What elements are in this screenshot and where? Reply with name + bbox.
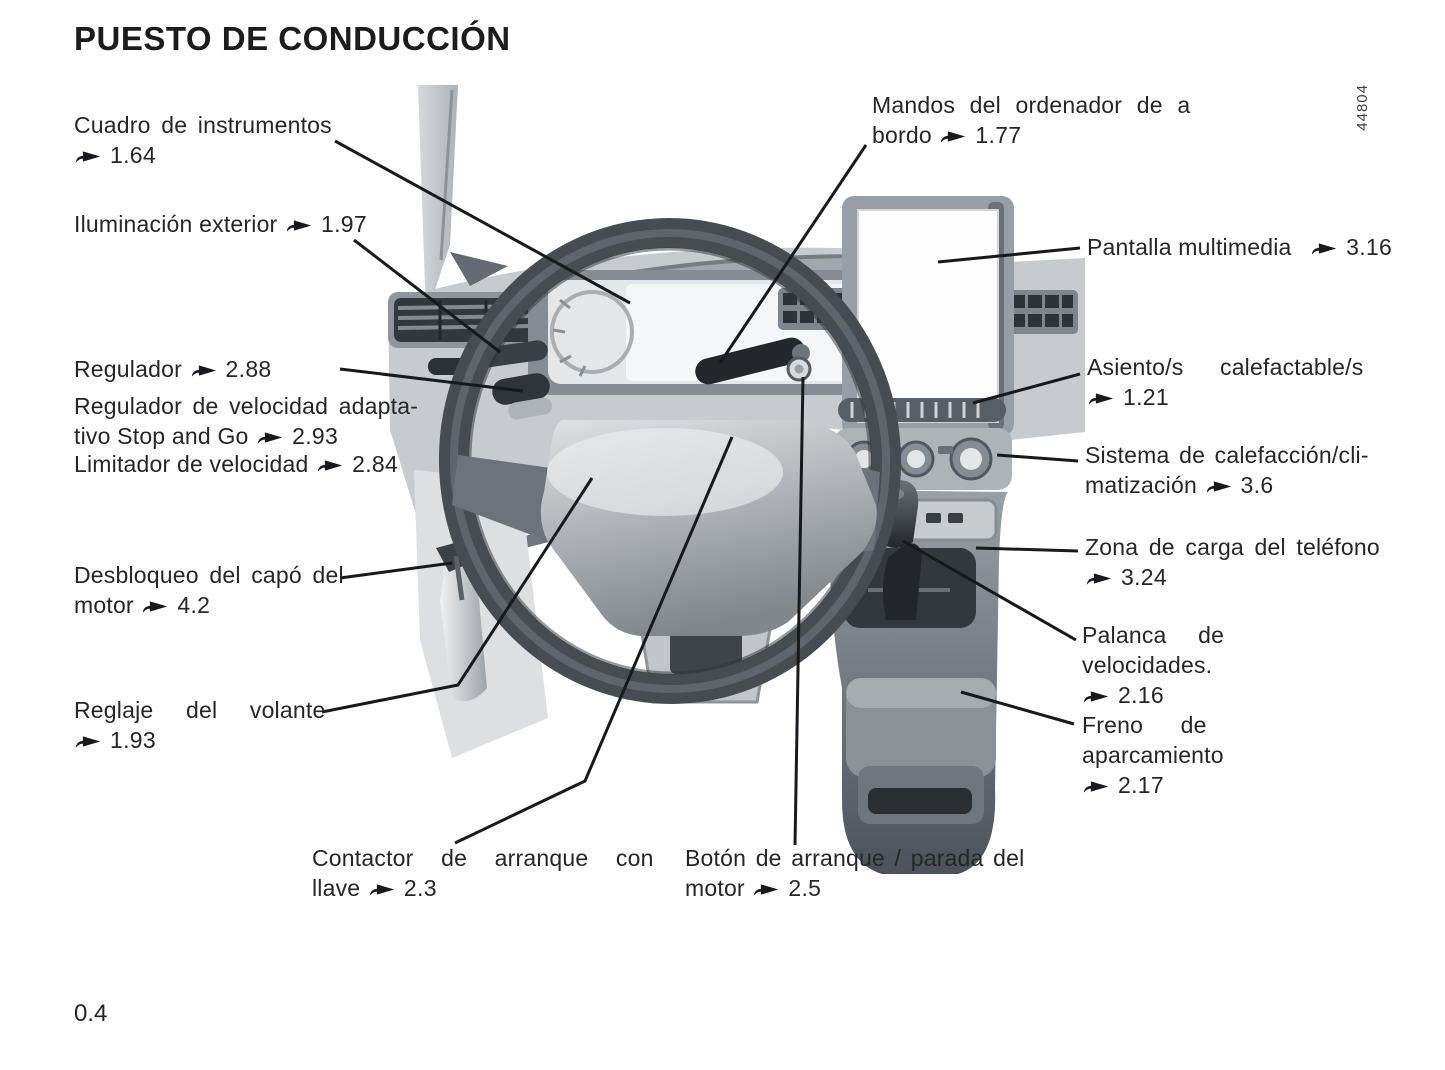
callout-reglaje-volante [74, 695, 364, 755]
page-reference-arrow-icon [256, 430, 285, 445]
callout-pantalla-multimedia [1087, 232, 1392, 262]
a-pillar [418, 85, 458, 316]
page-title: PUESTO DE CONDUCCIÓN [74, 20, 511, 57]
page-reference-arrow-icon [1082, 689, 1111, 704]
callout-text: Freno de aparcamiento [1082, 712, 1224, 768]
callout-text: Pantalla multimedia [1087, 234, 1292, 260]
callout-ref: 2.5 [788, 875, 822, 901]
climate-knob [899, 442, 933, 476]
callout-ref: 1.97 [321, 211, 367, 237]
callout-ref: 3.6 [1240, 472, 1274, 498]
page-reference-arrow-icon [368, 882, 397, 897]
callout-palanca-velocidades [1082, 620, 1382, 710]
page-reference-arrow-icon [1205, 479, 1234, 494]
page-reference-arrow-icon [1087, 391, 1116, 406]
callout-text: Sistema de calefacción/cli- [1085, 442, 1369, 468]
page-reference-arrow-icon [74, 734, 103, 749]
callout-regulador [74, 354, 272, 384]
callout-ref: 3.24 [1121, 564, 1167, 590]
callout-text: tivo Stop and Go [74, 423, 249, 449]
callout-text: llave [312, 875, 361, 901]
callout-ref: 1.64 [110, 142, 156, 168]
callout-text: matización [1085, 472, 1197, 498]
callout-text: motor [74, 592, 134, 618]
armrest [846, 678, 996, 824]
callout-ref: 2.88 [225, 356, 272, 382]
callout-ref: 2.16 [1118, 682, 1164, 708]
callout-cuadro-de-instrumentos [74, 110, 354, 170]
callout-text: Mandos del ordenador de a [872, 92, 1191, 118]
page-number: 0.4 [74, 1000, 108, 1027]
callout-text: motor [685, 875, 745, 901]
callout-mandos-ordenador [872, 90, 1192, 150]
callout-limitador [74, 449, 398, 479]
page-reference-arrow-icon [1310, 241, 1339, 256]
callout-ref: 2.17 [1118, 772, 1164, 798]
callout-text: Limitador de velocidad [74, 451, 309, 477]
callout-ref: 2.84 [352, 451, 399, 477]
callout-text: bordo [872, 122, 932, 148]
callout-ref: 2.93 [292, 423, 339, 449]
page-reference-arrow-icon [1085, 571, 1114, 586]
start-stop-button [788, 358, 810, 380]
callout-text: Asiento/s calefactable/s [1087, 354, 1364, 380]
callout-sistema-calefaccion [1085, 440, 1395, 500]
page-reference-arrow-icon [285, 218, 314, 233]
callout-ref: 1.93 [110, 727, 156, 753]
page-reference-arrow-icon [316, 458, 345, 473]
page-reference-arrow-icon [74, 149, 103, 164]
callout-text: Desbloqueo del capó del [74, 562, 344, 588]
callout-boton-arranque [685, 843, 1035, 903]
callout-ref: 1.21 [1123, 384, 1169, 410]
callout-ref: 2.3 [403, 875, 437, 901]
callout-text: Cuadro de instrumentos [74, 112, 332, 138]
callout-ref: 3.16 [1346, 234, 1393, 260]
callout-asiento-calefactable [1087, 352, 1387, 412]
callout-zona-carga [1085, 532, 1385, 592]
callout-freno-aparcamiento [1082, 710, 1382, 800]
callout-text: Contactor de arranque con [312, 845, 654, 871]
callout-iluminacion-exterior [74, 209, 367, 239]
climate-knob [951, 439, 991, 479]
callout-ref: 4.2 [177, 592, 211, 618]
callout-ref: 1.77 [975, 122, 1022, 148]
page-reference-arrow-icon [190, 363, 219, 378]
figure-number: 44804 [1354, 84, 1371, 131]
callout-text: Iluminación exterior [74, 211, 278, 237]
callout-text: Reglaje del volante [74, 697, 326, 723]
callout-regulador-adaptativo [74, 391, 454, 451]
page-reference-arrow-icon [752, 882, 781, 897]
callout-desbloqueo-capo [74, 560, 364, 620]
callout-text: Zona de carga del teléfono [1085, 534, 1380, 560]
callout-text: Palanca de velocidades. [1082, 622, 1225, 678]
callout-text: Regulador de velocidad adapta- [74, 393, 419, 419]
page-reference-arrow-icon [141, 599, 170, 614]
right-switch-grid [1006, 290, 1078, 334]
callout-text: Regulador [74, 356, 182, 382]
callout-contactor-arranque [312, 843, 672, 903]
page-reference-arrow-icon [939, 129, 968, 144]
callout-text: Botón de arranque / parada del [685, 845, 1025, 871]
page-reference-arrow-icon [1082, 779, 1111, 794]
